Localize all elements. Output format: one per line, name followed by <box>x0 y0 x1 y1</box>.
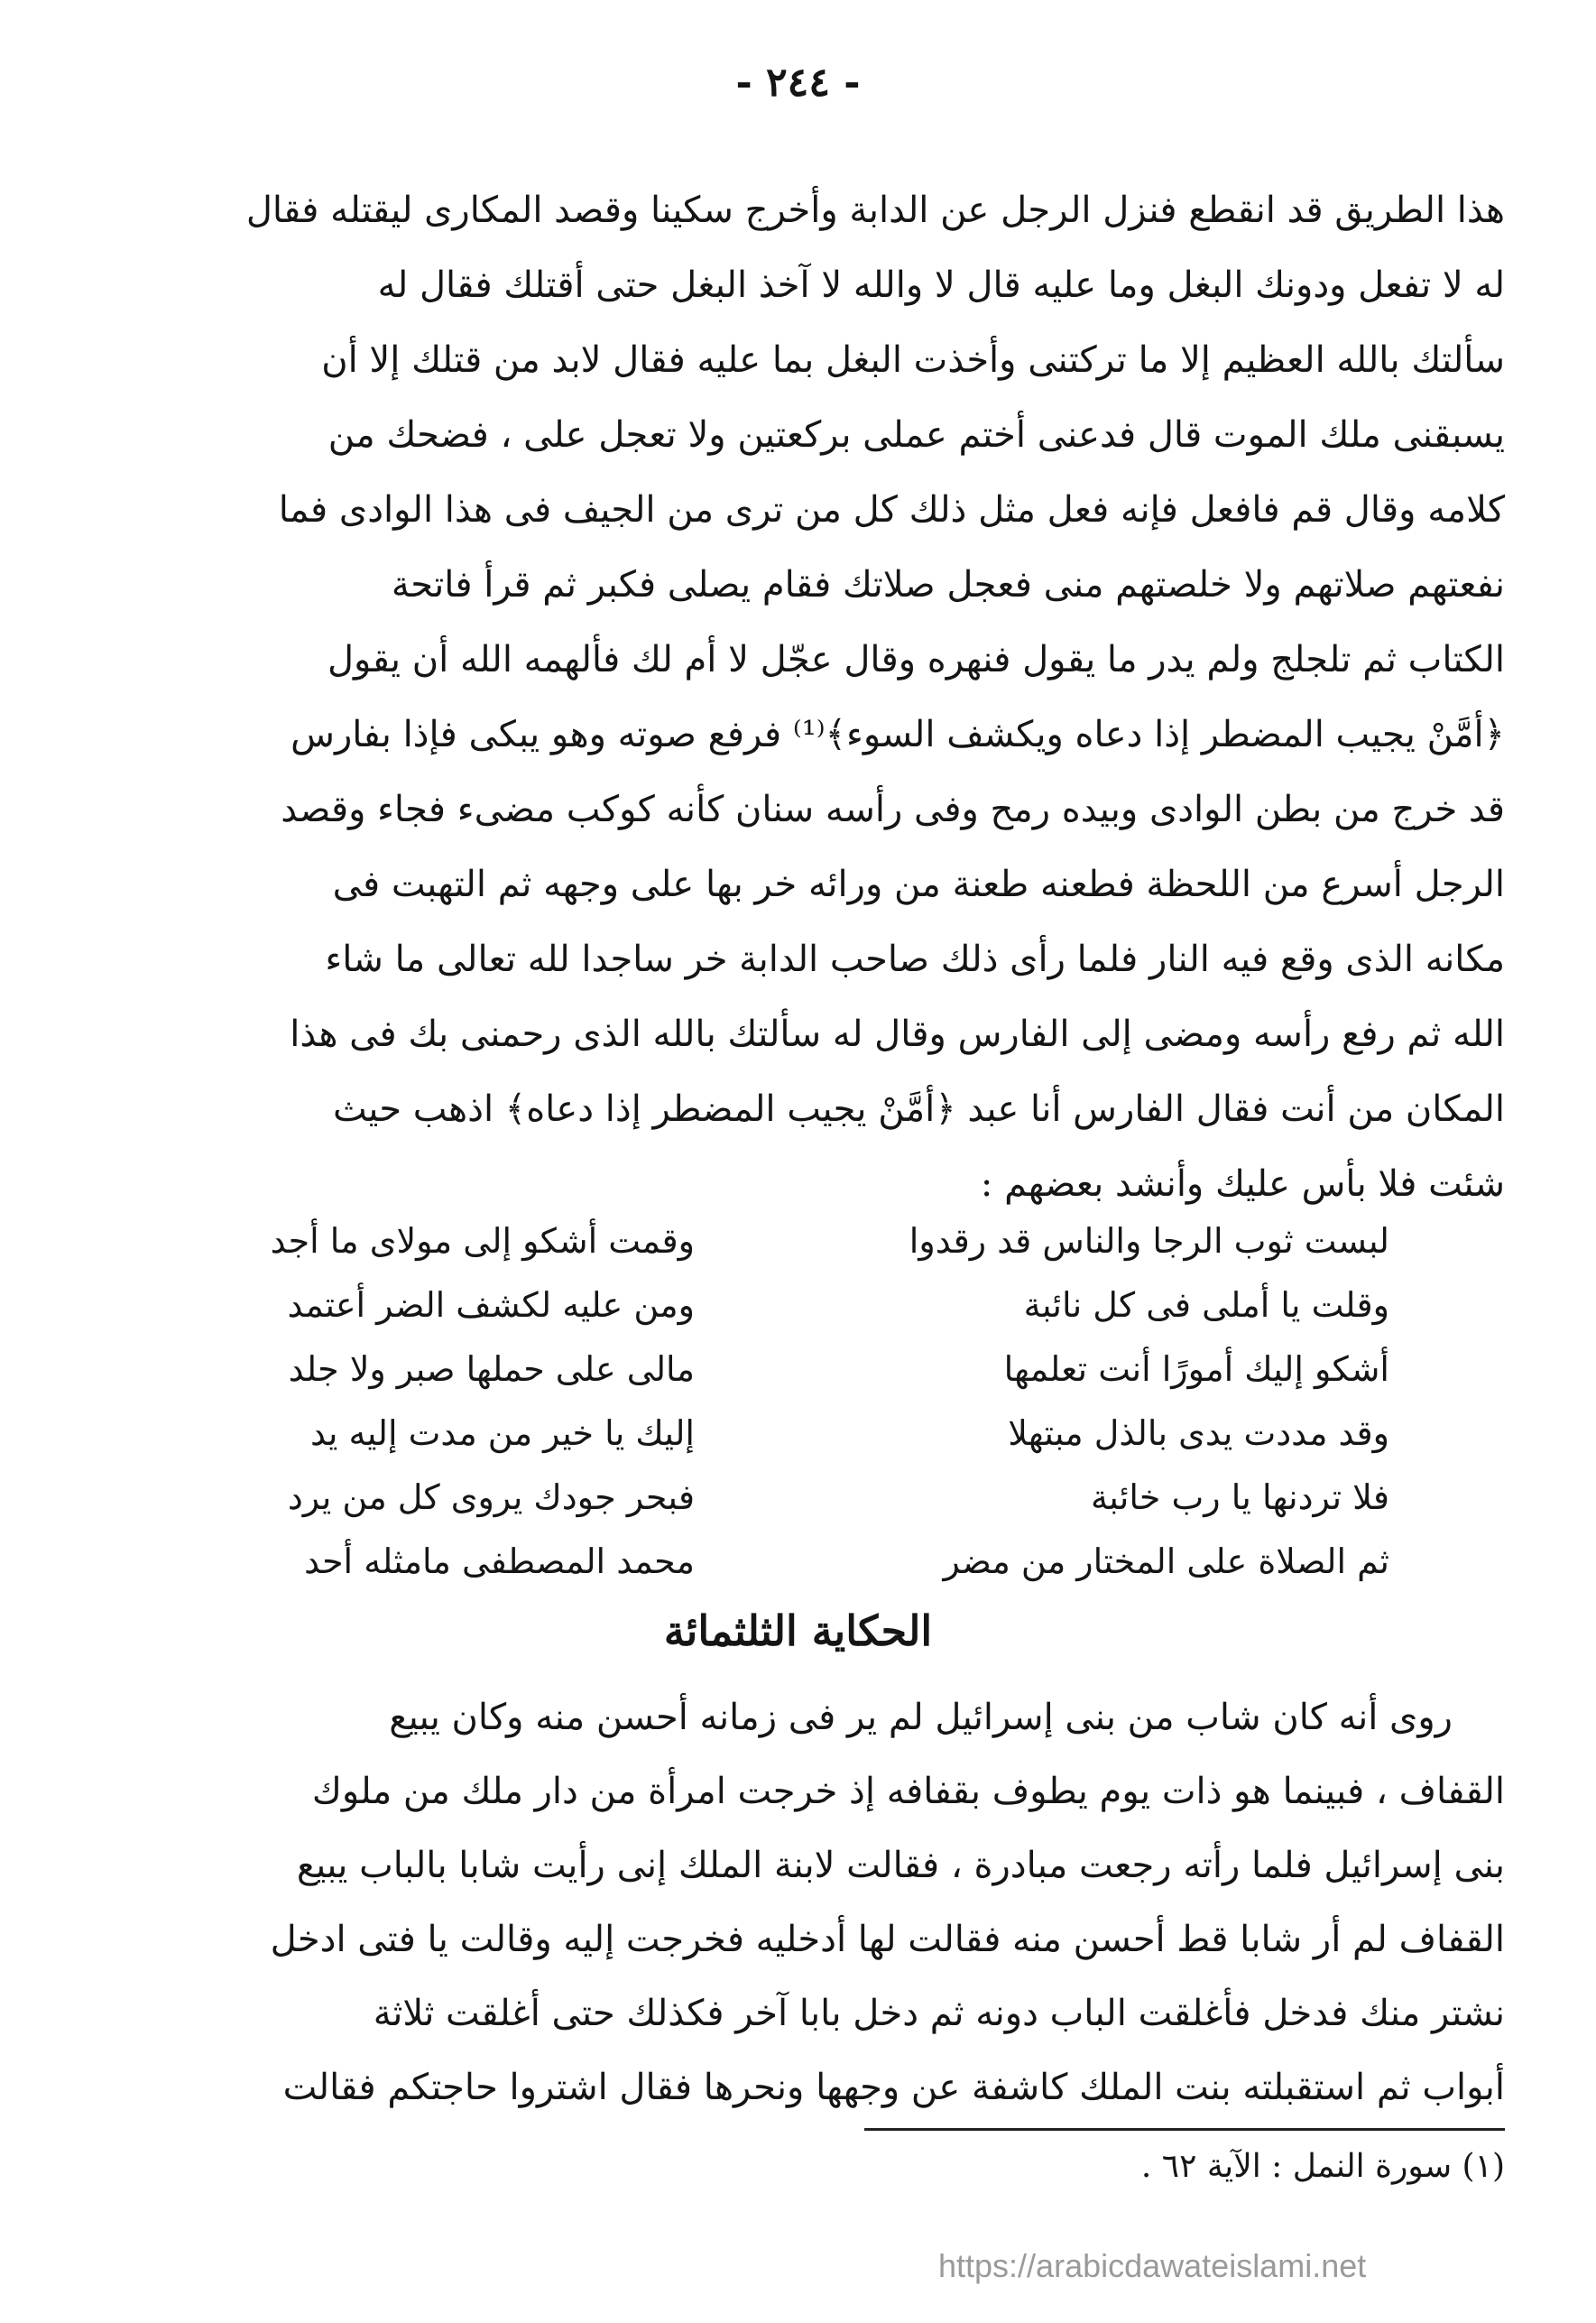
poem-first-hemistich: لبست ثوب الرجا والناس قد رقدوا <box>909 1221 1389 1261</box>
poem-first-hemistich: فلا تردنها يا رب خائبة <box>1090 1477 1389 1517</box>
footnote: (١) سورة النمل : الآية ٦٢ . <box>1140 2148 1505 2185</box>
body-line: مكانه الذى وقع فيه النار فلما رأى ذلك صاحب الدابة خر ساجدا لله تعالى ما شاء <box>325 939 1505 980</box>
section-line: روى أنه كان شاب من بنى إسرائيل لم ير فى زمانه أحسن منه وكان يبيع <box>389 1697 1453 1738</box>
body-line: سألتك بالله العظيم إلا ما تركتنى وأخذت البغل بما عليه فقال لابد من قتلك إلا أن <box>321 339 1505 381</box>
body-line: الكتاب ثم تلجلج ولم يدر ما يقول فنهره وقال عجّل لا أم لك فألهمه الله أن يقول <box>327 639 1505 680</box>
body-line: شئت فلا بأس عليك وأنشد بعضهم : <box>980 1163 1505 1205</box>
poem-second-hemistich: ومن عليه لكشف الضر أعتمد <box>287 1285 695 1325</box>
body-line: الرجل أسرع من اللحظة فطعنه طعنة من ورائه خر بها على وجهه ثم التهبت فى <box>332 864 1505 905</box>
poem-first-hemistich: وقلت يا أملى فى كل نائبة <box>1023 1285 1389 1325</box>
body-line: له لا تفعل ودونك البغل وما عليه قال لا والله لا آخذ البغل حتى أقتلك فقال له <box>377 264 1505 306</box>
body-line: يسبقنى ملك الموت قال فدعنى أختم عملى بركعتين ولا تعجل على ، فضحك من <box>328 414 1505 456</box>
section-line: القفاف لم أر شابا قط أحسن منه فقالت لها أدخليه فخرجت إليه وقالت يا فتى ادخل <box>270 1919 1505 1960</box>
poem-second-hemistich: إليك يا خير من مدت إليه يد <box>309 1413 695 1453</box>
poem-second-hemistich: محمد المصطفى مامثله أحد <box>304 1541 695 1581</box>
poem-second-hemistich: فبحر جودك يروى كل من يرد <box>287 1477 695 1517</box>
poem-second-hemistich: وقمت أشكو إلى مولاى ما أجد <box>270 1221 695 1261</box>
page-number: - ٢٤٤ - <box>735 60 861 106</box>
poem-verse <box>135 1402 1389 1466</box>
body-line: نفعتهم صلاتهم ولا خلصتهم منى فعجل صلاتك فقام يصلى فكبر ثم قرأ فاتحة <box>391 564 1505 606</box>
section-line: أبواب ثم استقبلته بنت الملك كاشفة عن وجهها ونحرها فقال اشتروا حاجتكم فقالت <box>282 2067 1505 2108</box>
body-line: الله ثم رفع رأسه ومضى إلى الفارس وقال له سألتك بالله الذى رحمنى بك فى هذا <box>290 1013 1505 1055</box>
body-line: قد خرج من بطن الوادى وبيده رمح وفى رأسه سنان كأنه كوكب مضىء فجاء وقصد <box>281 789 1505 830</box>
poem-second-hemistich: مالى على حملها صبر ولا جلد <box>288 1349 695 1389</box>
body-text <box>97 173 1505 1222</box>
body-line: المكان من أنت فقال الفارس أنا عبد ﴿أمَّنْ يجيب المضطر إذا دعاه﴾ اذهب حيث <box>332 1088 1505 1130</box>
section-line: القفاف ، فبينما هو ذات يوم يطوف بقفافه إذ خرجت امرأة من دار ملك من ملوك <box>311 1771 1505 1812</box>
poem <box>135 1209 1389 1594</box>
section-line: نشتر منك فدخل فأغلقت الباب دونه ثم دخل بابا آخر فكذلك حتى أغلقت ثلاثة <box>373 1993 1505 2034</box>
poem-verse <box>135 1273 1389 1337</box>
poem-verse <box>135 1209 1389 1273</box>
poem-first-hemistich: وقد مددت يدى بالذل مبتهلا <box>1008 1413 1389 1453</box>
body-line: ﴿أمَّنْ يجيب المضطر إذا دعاه ويكشف السوء﴾⁽¹⁾ فرفع صوته وهو يبكى فإذا بفارس <box>291 714 1505 755</box>
footnote-divider <box>864 2128 1505 2131</box>
poem-first-hemistich: أشكو إليك أمورًا أنت تعلمها <box>1003 1349 1389 1389</box>
section-line: بنى إسرائيل فلما رأته رجعت مبادرة ، فقالت لابنة الملك إنى رأيت شابا بالباب يبيع <box>296 1845 1505 1886</box>
section-text <box>97 1680 1505 2124</box>
poem-verse <box>135 1466 1389 1530</box>
body-line: هذا الطريق قد انقطع فنزل الرجل عن الدابة وأخرج سكينا وقصد المكارى ليقتله فقال <box>245 190 1505 231</box>
poem-verse <box>135 1337 1389 1402</box>
poem-verse <box>135 1530 1389 1594</box>
section-title: الحكاية الثلثمائة <box>663 1606 933 1655</box>
poem-first-hemistich: ثم الصلاة على المختار من مضر <box>943 1541 1389 1581</box>
watermark-url: https://arabicdawateislami.net <box>938 2247 1367 2284</box>
body-line: كلامه وقال قم فافعل فإنه فعل مثل ذلك كل من ترى من الجيف فى هذا الوادى فما <box>278 489 1505 531</box>
